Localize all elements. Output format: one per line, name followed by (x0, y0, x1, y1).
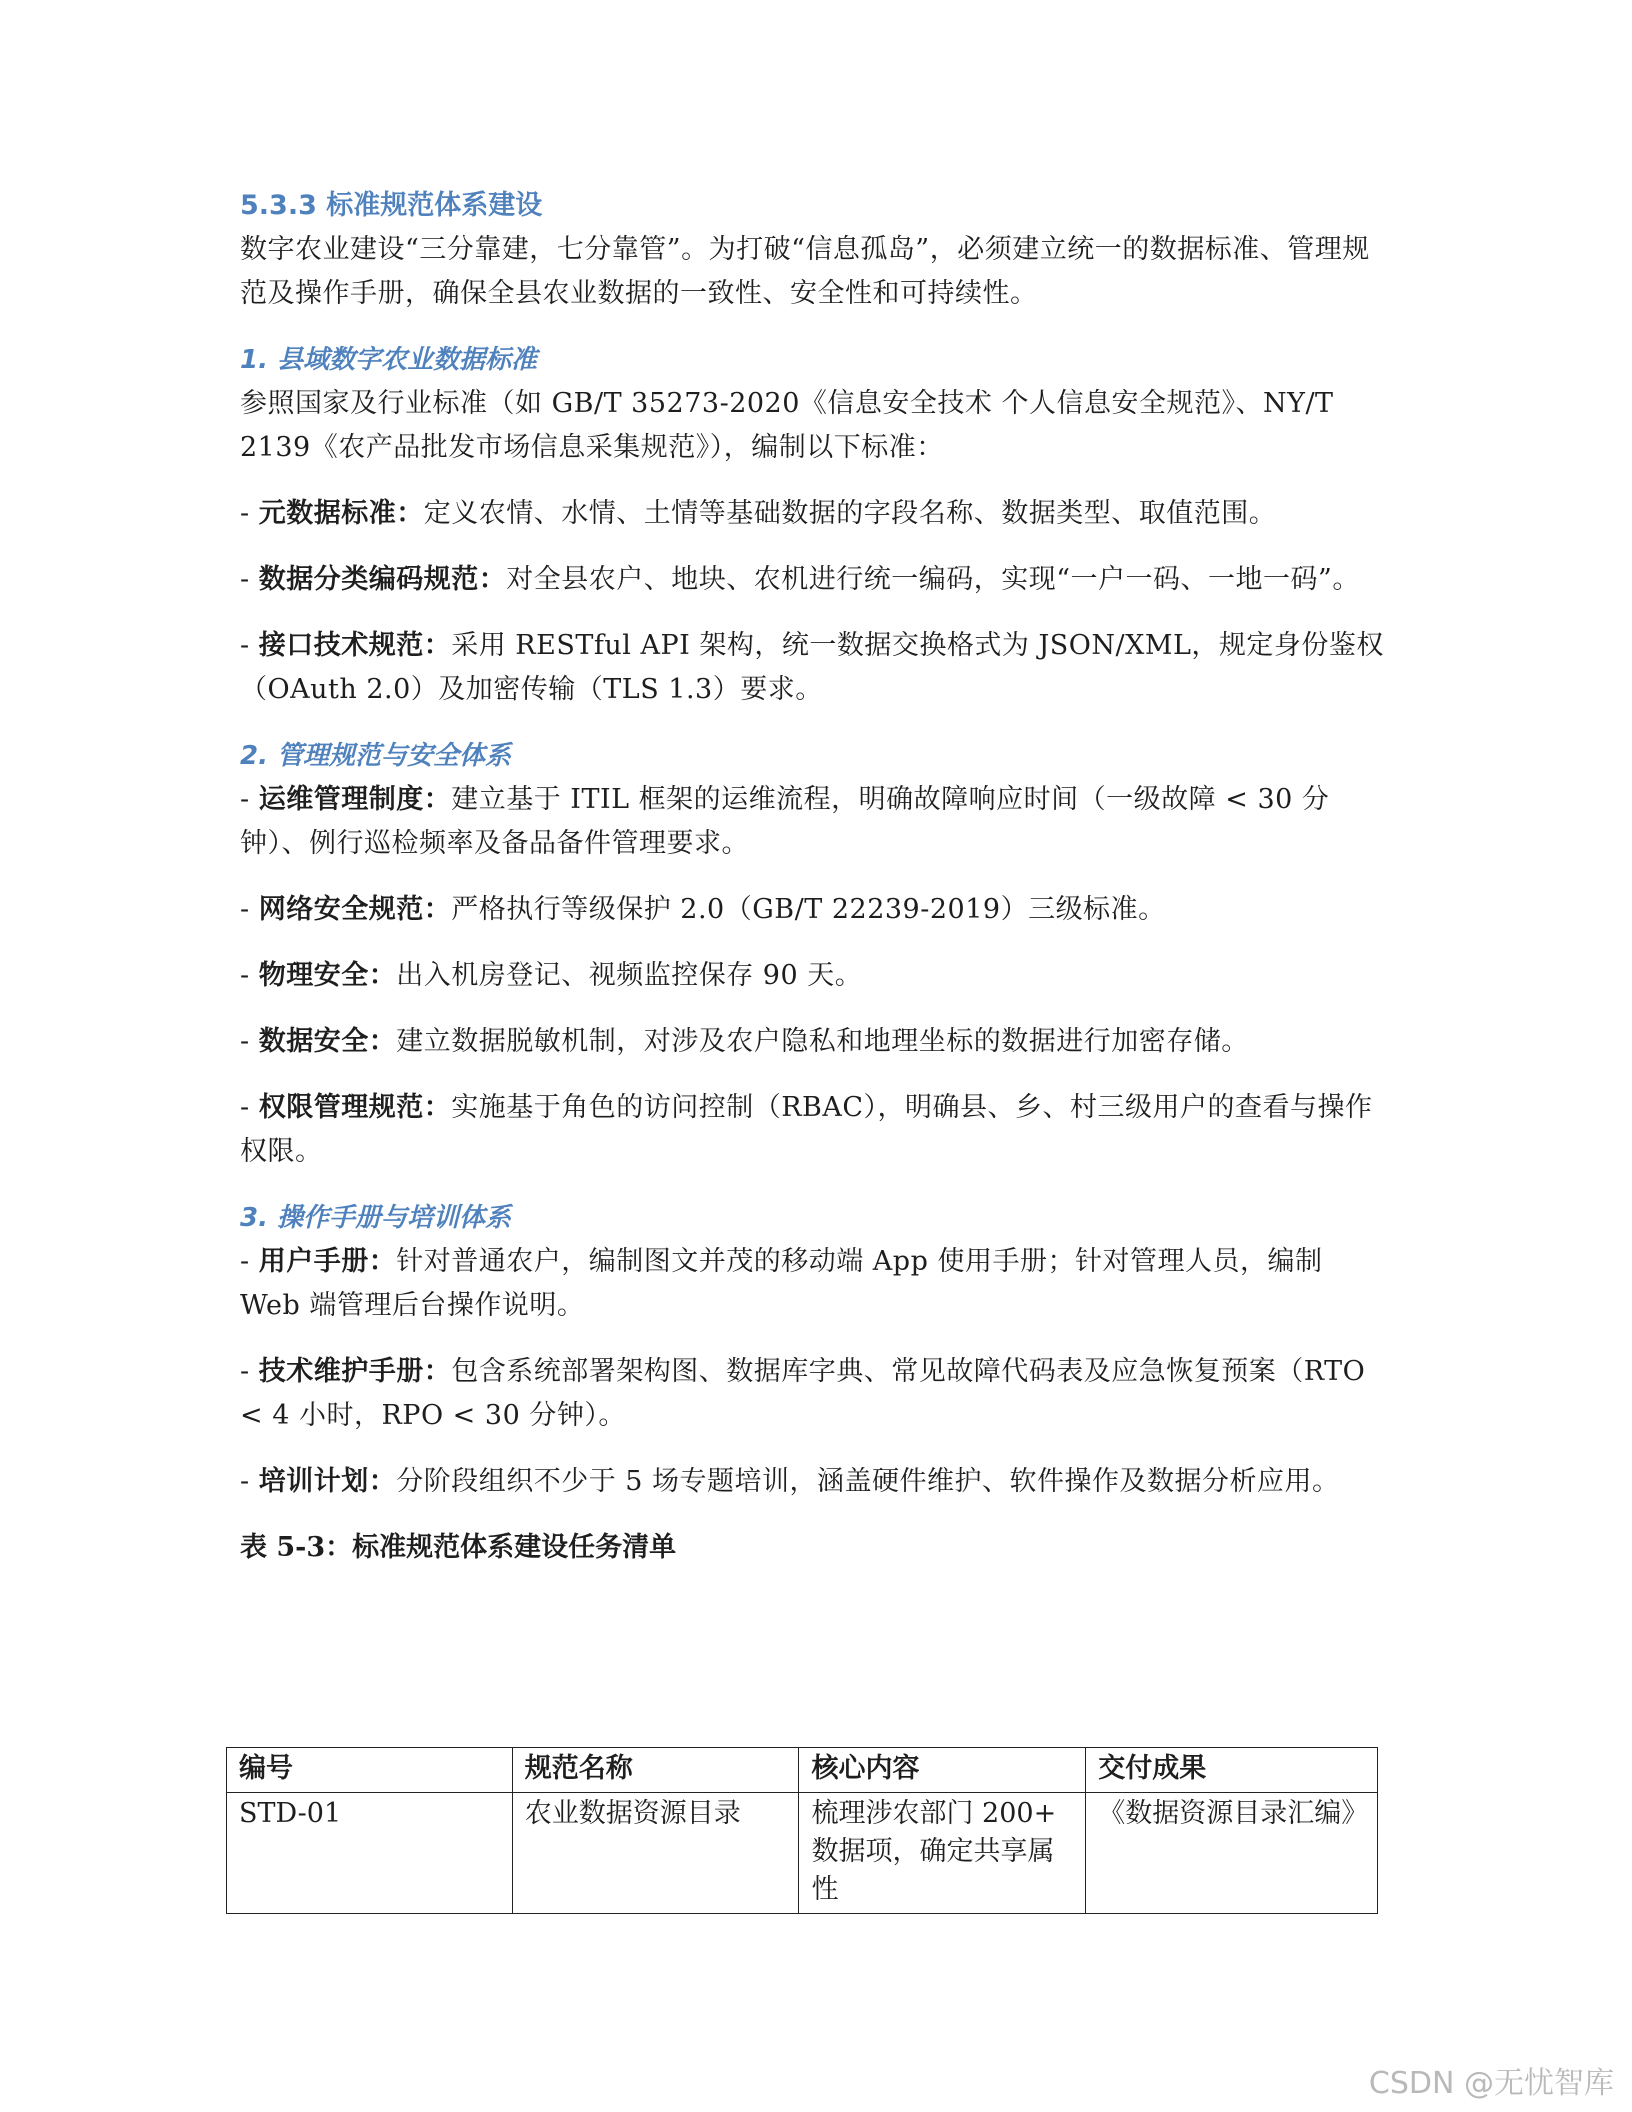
part2-heading: 2. 管理规范与安全体系 (240, 741, 512, 771)
bullet-item: - 技术维护手册：包含系统部署架构图、数据库字典、常见故障代码表及应急恢复预案（RTO < 4 小时，RPO < 30 分钟）。 (240, 1356, 1366, 1431)
table-cell: 梳理涉农部门 200+ 数据项，确定共享属性 (799, 1793, 1086, 1914)
part1-heading: 1. 县域数字农业数据标准 (240, 345, 538, 375)
table-header-row (227, 1748, 1378, 1793)
table-cell: STD-01 (227, 1793, 513, 1914)
table-cell: 《数据资源目录汇编》 (1086, 1793, 1378, 1914)
bullet-item: - 权限管理规范：实施基于角色的访问控制（RBAC），明确县、乡、村三级用户的查看与操作权限。 (240, 1092, 1373, 1167)
part1-intro: 参照国家及行业标准（如 GB/T 35273-2020《信息安全技术 个人信息安全规范》、NY/T 2139《农产品批发市场信息采集规范》），编制以下标准： (240, 388, 1334, 463)
column-header: 规范名称 (512, 1748, 799, 1793)
bullet-item: - 用户手册：针对普通农户，编制图文并茂的移动端 App 使用手册；针对管理人员，编制 Web 端管理后台操作说明。 (240, 1246, 1323, 1321)
bullet-item: - 接口技术规范：采用 RESTful API 架构，统一数据交换格式为 JSON/XML，规定身份鉴权（OAuth 2.0）及加密传输（TLS 1.3）要求。 (240, 630, 1384, 705)
bullet-item: - 网络安全规范：严格执行等级保护 2.0（GB/T 22239-2019）三级标准。 (240, 894, 1166, 925)
part3-heading: 3. 操作手册与培训体系 (240, 1203, 512, 1233)
bullet-item: - 运维管理制度：建立基于 ITIL 框架的运维流程，明确故障响应时间（一级故障 < 30 分钟）、例行巡检频率及备品备件管理要求。 (240, 784, 1330, 859)
watermark: CSDN @无忧智库 (1368, 2066, 1614, 2101)
column-header: 编号 (227, 1748, 513, 1793)
section-heading: 5.3.3 标准规范体系建设 (240, 190, 543, 221)
task-table (226, 1747, 1378, 1914)
table-row (227, 1793, 1378, 1914)
bullet-item: - 数据分类编码规范：对全县农户、地块、农机进行统一编码，实现“一户一码、一地一码”。 (240, 564, 1360, 595)
table-cell: 农业数据资源目录 (512, 1793, 799, 1914)
column-header: 核心内容 (799, 1748, 1086, 1793)
bullet-item: - 培训计划：分阶段组织不少于 5 场专题培训，涵盖硬件维护、软件操作及数据分析应用。 (240, 1466, 1340, 1497)
column-header: 交付成果 (1086, 1748, 1378, 1793)
bullet-item: - 数据安全：建立数据脱敏机制，对涉及农户隐私和地理坐标的数据进行加密存储。 (240, 1026, 1249, 1057)
bullet-item: - 物理安全：出入机房登记、视频监控保存 90 天。 (240, 960, 863, 991)
table-caption: 表 5-3：标准规范体系建设任务清单 (240, 1532, 677, 1563)
bullet-item: - 元数据标准：定义农情、水情、土情等基础数据的字段名称、数据类型、取值范围。 (240, 498, 1277, 529)
document-body (240, 188, 1390, 1570)
section-intro: 数字农业建设“三分靠建，七分靠管”。为打破“信息孤岛”，必须建立统一的数据标准、管理规范及操作手册，确保全县农业数据的一致性、安全性和可持续性。 (240, 234, 1370, 309)
